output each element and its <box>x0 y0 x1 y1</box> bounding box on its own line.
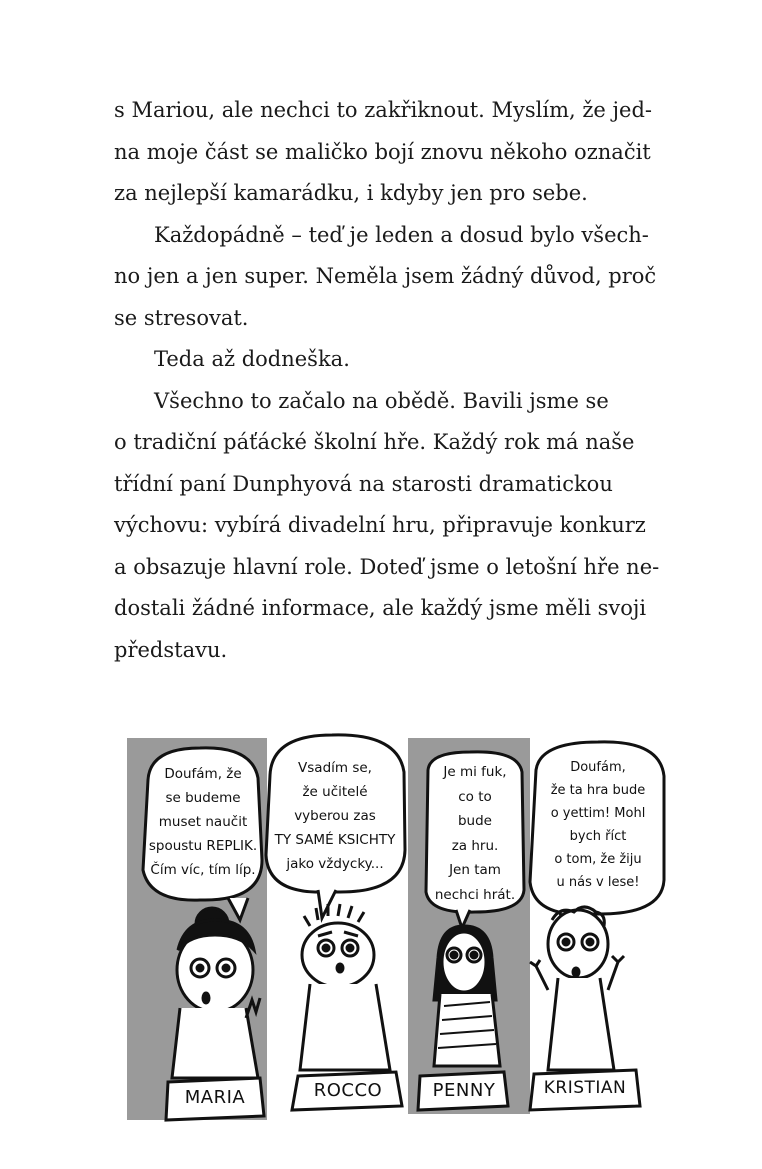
text-line: a obsazuje hlavní role. Doteď jsme o letošní hře ne- <box>114 554 660 579</box>
text-line: se stresovat. <box>114 305 249 330</box>
text-line: Všechno to začalo na obědě. Bavili jsme se <box>154 388 609 413</box>
penny-name-label: PENNY <box>432 1080 496 1101</box>
rocco-character <box>300 904 390 1070</box>
text-line: o tradiční páťácké školní hře. Každý rok má naše <box>114 430 635 454</box>
text-line: na moje část se maličko bojí znovu někoho označit <box>114 139 651 164</box>
penny-bubble-text: Je mi fuk, co to bude za hru. Jen tam nechci hrát. <box>434 764 516 903</box>
kristian-name-label: KRISTIAN <box>543 1078 627 1098</box>
text-line: dostali žádné informace, ale každý jsme měli svoji <box>114 596 647 620</box>
kristian-character <box>530 907 624 1070</box>
text-line: no jen a jen super. Neměla jsem žádný důvod, proč <box>114 264 657 288</box>
penny-character <box>434 926 500 1066</box>
text-line: Každopádně – teď je leden a dosud bylo všech- <box>154 222 649 247</box>
kristian-bubble-text: Doufám, že ta hra bude o yettim! Mohl bych říct o tom, že žiju u nás v lese! <box>550 760 646 890</box>
text-line: třídní paní Dunphyová na starosti dramatickou <box>114 471 613 496</box>
text-line: představu. <box>114 637 228 662</box>
maria-bubble-text: Doufám, že se budeme muset naučit spoustu REPLIK. Čím víc, tím líp. <box>148 766 258 878</box>
maria-name-label: MARIA <box>184 1087 246 1108</box>
text-line: s Mariou, ale nechci to zakřiknout. Myslím, že jed- <box>114 98 652 122</box>
text-line: za nejlepší kamarádku, i kdyby jen pro sebe. <box>114 181 588 205</box>
rocco-bubble-text: Vsadím se, že učitelé vyberou zas TY SAMÉ KSICHTY jako vždycky... <box>274 760 396 872</box>
text-line: výchovu: vybírá divadelní hru, připravuje konkurz <box>114 513 646 537</box>
text-line: Teda až dodneška. <box>154 347 350 371</box>
rocco-name-label: ROCCO <box>313 1080 383 1101</box>
maria-character <box>172 908 260 1078</box>
